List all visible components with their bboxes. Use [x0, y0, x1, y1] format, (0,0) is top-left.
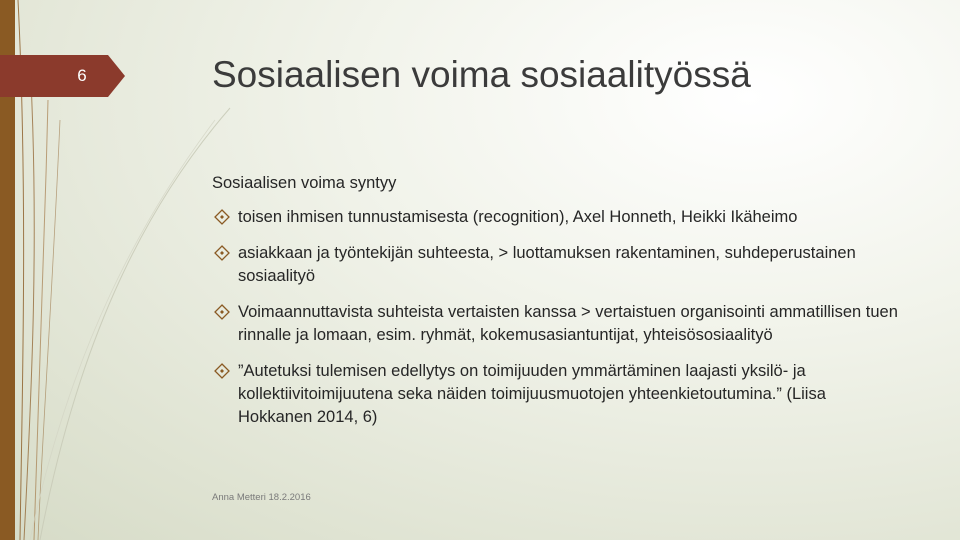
- diamond-icon: [214, 304, 230, 320]
- bullet-item: [212, 206, 902, 229]
- bullet-text: toisen ihmisen tunnustamisesta (recognition), Axel Honneth, Heikki Ikäheimo: [238, 208, 798, 226]
- bullet-item: [212, 301, 902, 347]
- bullet-item: [212, 242, 902, 288]
- bullet-text: asiakkaan ja työntekijän suhteesta, > luottamuksen rakentaminen, suhdeperustainen sosiaalityö: [238, 244, 856, 285]
- diamond-icon: [214, 245, 230, 261]
- diamond-icon: [214, 209, 230, 225]
- bullet-text: Voimaannuttavista suhteista vertaisten kanssa > vertaistuen organisointi ammatillisen tuen rinnalle ja lomaan, esim. ryhmät, kokemusasiantuntijat, yhteisösosiaalityö: [238, 303, 898, 344]
- diamond-icon: [214, 363, 230, 379]
- slide-content: [212, 172, 902, 442]
- slide-title: Sosiaalisen voima sosiaalityössä: [212, 54, 751, 95]
- bullet-list: [212, 206, 902, 429]
- slide-number: 6: [77, 66, 87, 85]
- bullet-item: [212, 360, 902, 429]
- subheading: Sosiaalisen voima syntyy: [212, 174, 397, 192]
- bullet-text: ”Autetuksi tulemisen edellytys on toimijuuden ymmärtäminen laajasti yksilö- ja kollektiivitoimijuutena seka näiden toimijuusmuotojen yhteenkietoutumina.” (Liisa Hokkanen 2014, 6): [238, 362, 826, 426]
- footer-author-date: Anna Metteri 18.2.2016: [212, 492, 311, 503]
